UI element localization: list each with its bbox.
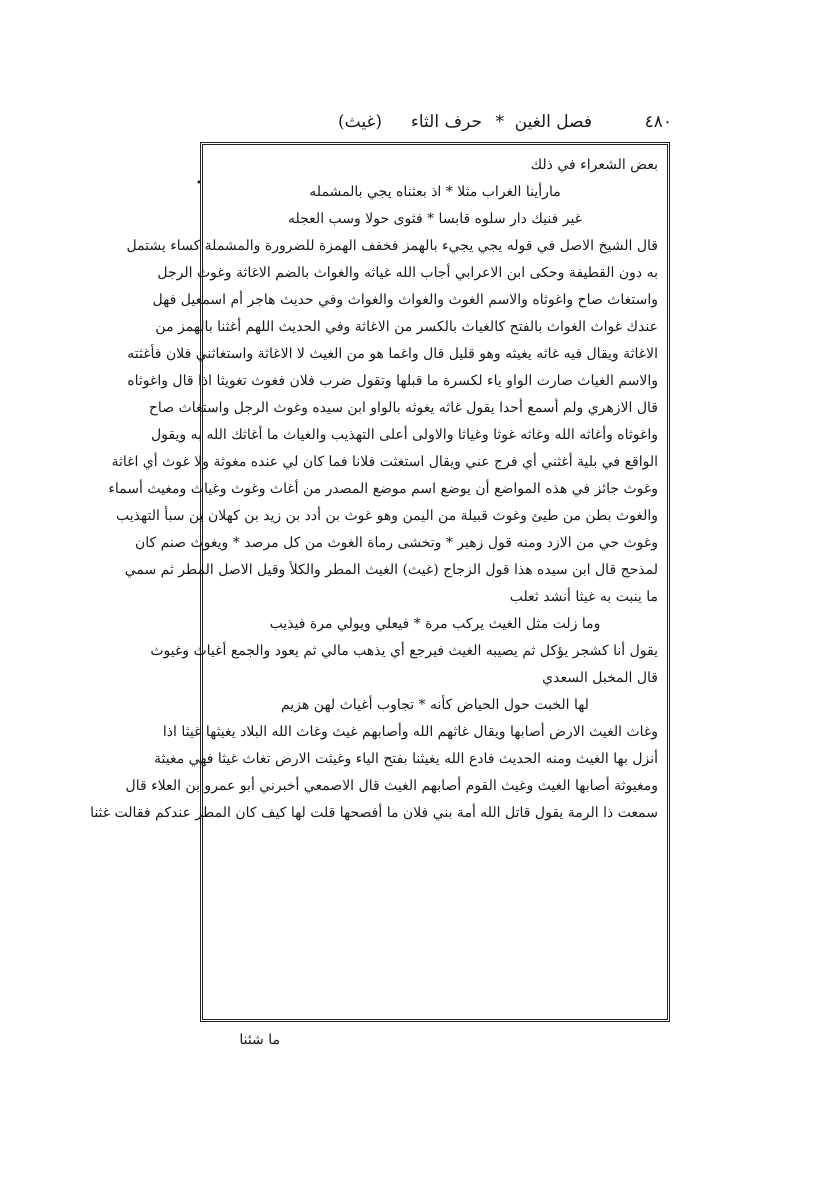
text-line: بعض الشعراء في ذلك [530, 157, 658, 173]
page-body [90, 152, 658, 827]
text-line: يقول أنا كشجر يؤكل ثم يصيبه الغيث فيرجع أي يذهب مالي ثم يعود والجمع أغياث وغيوث [150, 643, 658, 659]
text-line: والغوث بطن من طيئ وغوث قبيلة من اليمن وهو غوث بن أدد بن زيد بن كهلان بن سبأ التهذيب [116, 508, 658, 524]
text-line: الواقع في بلية أغثني أي فرج عني ويقال استغثت فلانا فما كان لي عنده مغوثة ولا غوث أي اغاثة [111, 454, 658, 470]
page-number: ٤٨٠ [644, 112, 672, 132]
letter-title: حرف الثاء [410, 112, 482, 132]
text-line: واغوثاه وأغاثه الله وغاثه غوثا وغياثا والاولى أعلى التهذيب والغياث ما أغاثك الله به ويقول [151, 427, 658, 443]
text-line: والاسم الغياث صارت الواو ياء لكسرة ما قبلها وتقول ضرب فلان فغوث تغويثا اذا قال واغوثاه [127, 373, 658, 389]
text-line: وغاث الغيث الارض أصابها ويقال غاثهم الله وأصابهم غيث وغاث الله البلاد يغيثها غيثا اذا [162, 724, 658, 740]
text-line: واستغاث صاح واغوثاه والاسم الغوث والغواث والغواث وفي حديث هاجر أم اسمعيل فهل [152, 292, 658, 308]
text-line: أنزل بها الغيث ومنه الحديث فادع الله يغيثنا بفتح الياء وغيثت الارض تغاث غيثا فهي مغيثة [154, 751, 658, 767]
text-line: قال المخبل السعدي [542, 670, 658, 686]
running-header [312, 112, 672, 142]
verse-line: لها الخبت حول الحياض كأنه * تجاوب أغياث لهن هزيم [281, 697, 589, 713]
verse-line: مارأينا الغراب مثلا * اذ بعثناه يجي بالمشمله [309, 184, 561, 200]
verse-line: وما زلت مثل الغيث يركب مرة * فيعلي ويولي مرة فيذيب [269, 616, 601, 632]
verse-line: غير فنيك دار سلوه قابسا * فثوى حولا وسب العجله [288, 211, 582, 227]
catchword: ما شئنا [239, 1032, 280, 1048]
text-line: قال الازهري ولم أسمع أحدا يقول غاثه يغوثه بالواو ابن سيده وغوث الرجل واستغاث صاح [148, 400, 658, 416]
text-line: به دون القطيفة وحكى ابن الاعرابي أجاب الله غياثه والغواث بالضم الاغاثة وغوث الرجل [157, 265, 658, 281]
section-title: فصل الغين [514, 112, 592, 132]
text-line: سمعت ذا الرمة يقول قاتل الله أمة بني فلان ما أفصحها قلت لها كيف كان المطر عندكم فقالت غثنا [90, 805, 658, 821]
text-line: عندك غواث الغواث بالفتح كالغياث بالكسر من الاغاثة وفي الحديث اللهم أغثنا بالهمز من [155, 319, 658, 335]
text-line: وغوث جائز في هذه المواضع أن يوضع اسم موضع المصدر من أغاث وغوث وغياث ومغيث أسماء [108, 481, 658, 497]
text-line: لمذحج قال ابن سيده هذا قول الزجاج (غيث) الغيث المطر والكلأ وقيل الاصل المطر ثم سمي [124, 562, 658, 578]
text-line: الاغاثة ويقال فيه غاثه يغيثه وهو قليل قال واغما هو من الغيث لا الاغاثة واستغاثني فلان فأغثته [127, 346, 658, 362]
text-line: ما ينبت به غيثا أنشد ثعلب [509, 589, 658, 605]
text-line: ومغيوثة أصابها الغيث وغيث القوم أصابهم الغيث قال الاصمعي أخبرني أبو عمرو بن العلاء قال [125, 778, 658, 794]
text-line: وغوث حي من الازد ومنه قول زهير * وتخشى رماة الغوث من كل مرصد * ويغوث صنم كان [134, 535, 658, 551]
text-line: قال الشيخ الاصل في قوله يجي يجيء بالهمز فخفف الهمزة للضرورة والمشملة كساء يشتمل [126, 238, 658, 254]
root-word: (غيث) [338, 112, 382, 132]
margin-mark: • [196, 178, 202, 189]
header-separator: * [495, 112, 504, 132]
